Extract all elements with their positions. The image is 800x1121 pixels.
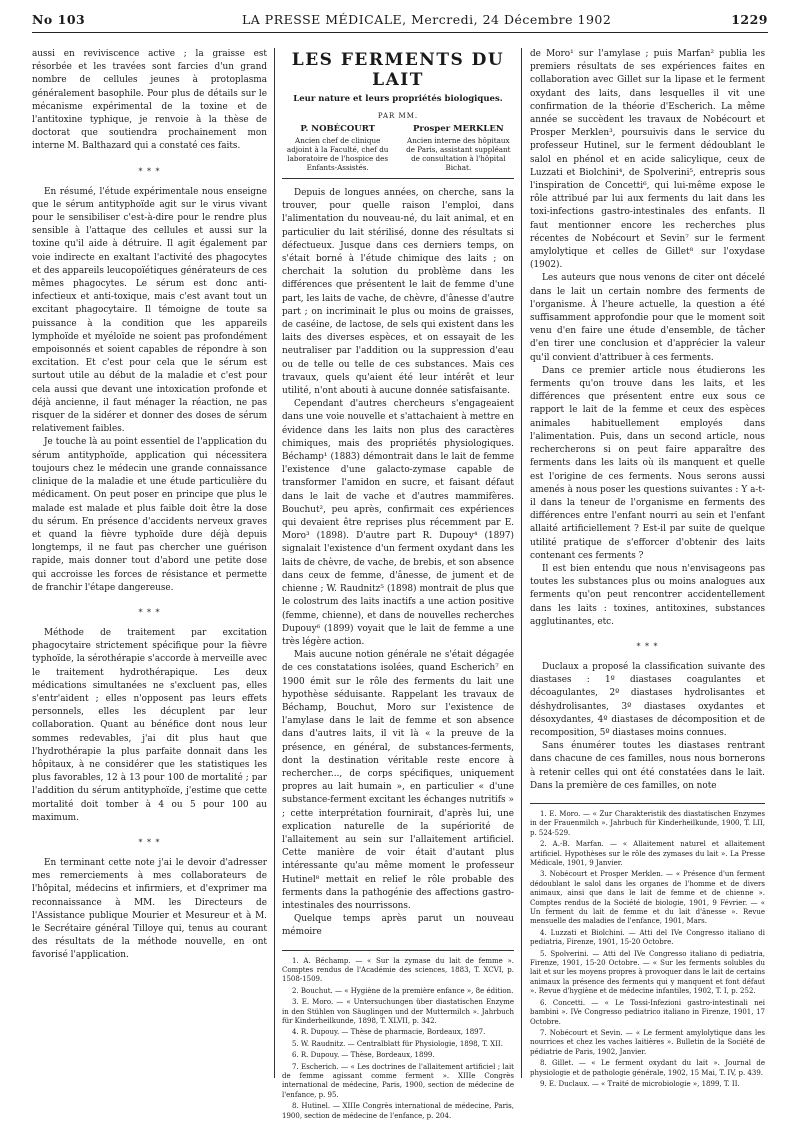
byline-par: PAR MM. <box>377 112 419 120</box>
footnote: 3. E. Moro. — « Untersuchungen über diastatischen Enzyme in den Stühlen von Säuglingen und der Muttermilch ». Jahrbuch für Kinderheilkunde, 1898, T. XLVII, p. 342. <box>282 998 514 1026</box>
footnote: 8. Gillet. — « Le ferment oxydant du lait ». Journal de physiologie et de pathologie générale, 1902, 15 Mai, T. IV, p. 439. <box>530 1059 765 1077</box>
footnote: 1. E. Moro. — « Zur Charakteristik des diastatischen Enzymes in der Frauenmilch ». Jahrbuch für Kinderheilkunde, 1900, T. LII, p. 524-529. <box>530 809 765 837</box>
article-subtitle: Leur nature et leurs propriétés biologiques. <box>293 94 503 104</box>
paragraph: Méthode de traitement par excitation phagocytaire strictement spécifique pour la fièvre typhoïde, la sérothérapie s'accorde à merveille avec le traitement hydrothérapique. Les deux médications simultanées ne s'excluent pas, elles s'entr'aident ; elles n'opposent pas leurs effets personnels, elles les décuplent par leur collaboration. Quant au bénéfice dont nous leur sommes redevables, j'ai dit plus haut que l'hydrothérapie la plus parfaite donnait dans les hôpitaux, à ne considérer que les statistiques les plus favorables, 12 à 13 pour 100 de mortalité ; par l'addition du sérum antityphoïde, j'estime que cette mortalité doit tomber à 4 ou 5 pour 100 au maximum. <box>32 627 267 823</box>
footnotes <box>530 803 765 1089</box>
column-middle <box>282 48 514 1120</box>
paragraph: En résumé, l'étude expérimentale nous enseigne que le sérum antityphoïde agit sur le virus vivant pour le sensibiliser c'est-à-dire pour le rendre plus sensible à l'attaque des cellules et aussi sur la toxine qu'il aide à détruire. Il agit également par voie indirecte en exaltant l'activité des phagocytes et des appareils leucopoïétiques générateurs de ces mêmes phagocytes. Le sérum est donc anti-infectieux et anti-toxique, mais c'est avant tout un excitant phagocytaire. Il témoigne de toute sa puissance à la condition que les appareils lymphoïde et myéloïde ne soient pas profondément empoisonnés et soient capables de répondre à son excitation. Et c'est pour cela que le sérum est surtout utile au début de la maladie et c'est pour cela aussi que devant une intoxication profonde et déjà ancienne, il faut ménager la réaction, ne pas risquer de la sidérer et donner des doses de sérum relativement faibles. <box>32 186 267 435</box>
author-affiliation: Ancien chef de clinique adjoint à la Faculté, chef du laboratoire de l'hospice des Enfants-Assistés. <box>286 136 389 172</box>
paragraph: Quelque temps après parut un nouveau mémoire <box>282 914 514 938</box>
footnote: 1. A. Béchamp. — « Sur la zymase du lait de femme ». Comptes rendus de l'Académie des sciences, 1883, T. XCVI, p. 1508-1509. <box>282 956 514 984</box>
section-separator: * * * <box>138 837 161 847</box>
paragraph: Cependant d'autres chercheurs s'engageaient dans une voie nouvelle et s'attachaient à mettre en évidence dans les laits non plus des caractères chimiques, mais des propriétés physiologiques. Béchamp¹ (1883) démontrait dans le lait de femme l'existence d'une galacto-zymase capable de transformer l'amidon en sucre, et faisant défaut dans le lait de vache et d'autres mammifères. Bouchut², peu après, confirmait ces expériences qui devaient être reprises plus récemment par E. Moro³ (1898). D'autre part R. Dupouy⁴ (1897) signalait l'existence d'un ferment oxydant dans les laits de chèvre, de vache, de brebis, et son absence dans ceux de femme, d'ânesse, de jument et de chienne ; W. Raudnitz⁵ (1898) montrait de plus que le colostrum des laits inactifs a une action positive (femme, chienne), et dans de nouvelles recherches Dupouy⁶ (1899) voyait que le lait de femme a une très légère action. <box>282 399 514 647</box>
issue-number: No 103 <box>32 12 86 27</box>
footnote: 5. W. Raudnitz. — Centralblatt für Physiologie, 1898, T. XII. <box>292 1039 503 1048</box>
paragraph: Il est bien entendu que nous n'envisageons pas toutes les substances plus ou moins analogues aux ferments qu'on peut rencontrer accidentellement dans les laits : toxines, antitoxines, substances agglutinantes, etc. <box>530 563 765 627</box>
footnote: 4. R. Dupouy. — Thèse de pharmacie, Bordeaux, 1897. <box>292 1028 486 1037</box>
page-number: 1229 <box>731 12 768 27</box>
author-merklen <box>403 124 514 172</box>
footnote: 2. Bouchut. — « Hygiène de la première enfance », 8e édition. <box>292 986 514 995</box>
journal-title: LA PRESSE MÉDICALE, Mercredi, 24 Décembre 1902 <box>242 12 612 27</box>
article-heading <box>282 50 514 179</box>
author-name: Prosper MERKLEN <box>412 124 504 134</box>
section-separator: * * * <box>138 607 161 617</box>
section-separator: * * * <box>636 641 659 651</box>
footnote: 9. E. Duclaux. — « Traité de microbiologie », 1899, T. II. <box>540 1079 740 1088</box>
article-title: LES FERMENTS DU LAIT <box>291 50 505 90</box>
column-rule <box>274 48 275 1078</box>
footnote: 7. Escherich. — « Les doctrines de l'allaitement artificiel ; lait de femme agissant comme ferment ». XIIIe Congrès international de médecine, Paris, 1900, section de médecine de l'enfance, p. 95. <box>282 1062 514 1099</box>
footnotes <box>282 950 514 1121</box>
paragraph: Je touche là au point essentiel de l'application du sérum antityphoïde, application qui nécessitera toujours chez le médecin une grande connaissance clinique de la maladie et une étude particulière du médicament. On peut poser en principe que plus le malade est malade et plus faible doit être la dose du sérum. En présence d'accidents nerveux graves et quand la fièvre typhoïde dure déjà depuis longtemps, il ne faut pas chercher une guérison rapide, mais donner tout d'abord une petite dose qui accroisse les forces de résistance et permette de franchir l'étape dangereuse. <box>32 437 267 593</box>
author-affiliation: Ancien interne des hôpitaux de Paris, assistant suppléant de consultation à l'hôpital Bichat. <box>406 136 511 172</box>
column-right <box>530 48 765 1088</box>
author-nobecourt <box>282 124 393 172</box>
paragraph: Mais aucune notion générale ne s'était dégagée de ces constatations isolées, quand Escherich⁷ en 1900 émit sur le rôle des ferments du lait une hypothèse séduisante. Rappelant les travaux de Béchamp, Bouchut, Moro sur l'existence de l'amylase dans le lait de femme et son absence dans d'autres laits, il vit là « la preuve de la présence, en général, de substances-ferments, dont la destination véritable reste encore à rechercher..., de corps spécifiques, uniquement propres au lait humain », en particulier « d'une substance-ferment excitant les échanges nutritifs » ; cette interprétation fournirait, d'après lui, une explication naturelle de la supériorité de l'allaitement au sein sur l'allaitement artificiel. Cette manière de voir était d'autant plus intéressante qu'au même moment le professeur Hutinel⁸ mettait en relief le rôle probable des ferments dans la pathogénie des affections gastro-intestinales des nourrissons. <box>282 650 514 911</box>
paragraph: de Moro¹ sur l'amylase ; puis Marfan² publia les premiers résultats de ses expériences faites en collaboration avec Gillet sur la lipase et le ferment oxydant des laits, dans lesquelles il vit une confirmation de la théorie d'Escherich. La même année se succèdent les travaux de Nobécourt et Prosper Merklen³, poursuivis dans le service du professeur Hutinel, sur le ferment dédoublant le salol en phénol et en acide salicylique, ceux de Luzzati et Biolchini⁴, de Spolverini⁵, entrepris sous l'inspiration de Concetti⁶, qui lui-même expose le rôle attribué par lui aux ferments du lait dans les toxi-infections gastro-intestinales des enfants. Il faut mentionner encore les recherches plus récentes de Nobécourt et Sevin⁷ sur le ferment amylolytique et celles de Gillet⁸ sur l'oxydase (1902). <box>530 49 765 271</box>
footnote: 5. Spolverini. — Atti del IVe Congresso italiano di pediatria, Firenze, 1901, 15-20 Octobre. — « Sur les ferments solubles du lait et sur les moyens propres à provoquer dans le lait de certains animaux la présence des ferments qui y manquent et font défaut ». Revue d'hygiène et de médecine infantiles, 1902, T. I, p. 252. <box>530 949 765 996</box>
paragraph: Sans énumérer toutes les diastases rentrant dans chacune de ces familles, nous nous bornerons à retenir celles qui ont été constatées dans le lait. Dans la première de ces familles, on note <box>530 741 765 791</box>
author-name: P. NOBÉCOURT <box>300 124 375 134</box>
paragraph: Depuis de longues années, on cherche, sans la trouver, pour quelle raison l'emploi, dans l'alimentation du nouveau-né, du lait animal, et en particulier du lait stérilisé, donne des résultats si défectueux. Jusque dans ces derniers temps, on s'était borné à l'étude chimique des laits ; on cherchait la solution du problème dans les différences que présentent le lait de femme d'une part, les laits de vache, de chèvre, d'ânesse d'autre part ; on incriminait le plus ou moins de graisses, de caséine, de lactose, de sels qui existent dans les laits des diverses espèces, et on essayait de les neutraliser par l'addition ou la suppression d'eau ou de telle ou telle de ces substances. Mais ces travaux, quels qu'aient été leur intérêt et leur utilité, n'ont abouti à aucune donnée satisfaisante. <box>282 188 514 397</box>
footnote: 3. Nobécourt et Prosper Merklen. — « Présence d'un ferment dédoublant le salol dans les organes de l'homme et de divers animaux, ainsi que dans le lait de femme et de chienne ». Comptes rendus de la Société de biologie, 1901, 9 Février. — « Un ferment du lait de femme et du lait d'ânesse ». Revue mensuelle des maladies de l'enfance, 1901, Mars. <box>530 870 765 926</box>
footnote: 2. A.-B. Marfan. — « Allaitement naturel et allaitement artificiel. Hypothèses sur le rôle des zymases du lait ». La Presse Médicale, 1901, 9 Janvier. <box>530 840 765 867</box>
paragraph: Duclaux a proposé la classification suivante des diastases : 1º diastases coagulantes et décoagulantes, 2º diastases hydrolisantes et déshydrolisantes, 3º diastases oxydantes et désoxydantes, 4º diastases de décomposition et de recomposition, 5º diastases moins connues. <box>530 661 765 738</box>
footnote: 6. R. Dupouy. — Thèse, Bordeaux, 1899. <box>292 1051 435 1060</box>
authors <box>282 124 514 172</box>
paragraph: En terminant cette note j'ai le devoir d'adresser mes remerciements à mes collaborateurs de l'hôpital, médecins et infirmiers, et d'exprimer ma reconnaissance à MM. les Directeurs de l'Assistance publique Mourier et Mesureur et à M. le Secrétaire général Tilloye qui, tenus au courant des résultats de la méthode nouvelle, en ont favorisé l'application. <box>32 857 267 961</box>
paragraph: Les auteurs que nous venons de citer ont décelé dans le lait un certain nombre des ferments de l'organisme. À l'heure actuelle, la question a été suffisamment approfondie pour que le moment soit venu d'en faire une étude d'ensemble, de tâcher d'en tirer une conclusion et d'apprécier la valeur qu'il convient d'attribuer à ces ferments. <box>530 273 765 363</box>
footnote: 6. Concetti. — « Le Tossi-Infezioni gastro-intestinali nei bambini ». IVe Congresso pediatrico italiano in Firenze, 1901, 17 Octobre. <box>530 998 765 1026</box>
page-header <box>32 6 768 33</box>
column-left <box>32 48 267 1082</box>
column-rule <box>521 48 522 1078</box>
section-separator: * * * <box>138 166 161 176</box>
footnote: 7. Nobécourt et Sevin. — « Le ferment amylolytique dans les nourrices et chez les vaches laitières ». Bulletin de la Société de pédiatrie de Paris, 1902, Janvier. <box>530 1028 765 1056</box>
footnote: 4. Luzzati et Biolchini. — Atti del IVe Congresso italiano di pediatria, Firenze, 1901, 15-20 Octobre. <box>530 928 765 947</box>
paragraph: Dans ce premier article nous étudierons les ferments qu'on trouve dans les laits, et les différences que présentent entre eux sous ce rapport le lait de la femme et ceux des espèces animales habituellement employés dans l'alimentation. Puis, dans un second article, nous rechercherons si on peut faire apparaître des ferments dans les laits où ils manquent et quelle est l'origine de ces ferments. Nous serons aussi amenés à nous poser les questions suivantes : Y a-t-il dans la teneur de l'organisme en ferments des différences entre l'enfant nourri au sein et l'enfant allaité artificiellement ? Est-il par suite de quelque utilité pratique de s'efforcer d'obtenir des laits contenant ces ferments ? <box>530 365 765 561</box>
paragraph: aussi en reviviscence active ; la graisse est résorbée et les travées sont farcies d'un grand nombre de cellules jeunes à protoplasma généralement basophile. Pour plus de détails sur le mécanisme expérimental de la toxine et de l'antitoxine typhique, je renvoie à la thèse de doctorat que soutiendra prochainement mon interne M. Balthazard qui a constaté ces faits. <box>32 49 267 152</box>
footnote: 8. Hutinel. — XIIIe Congrès international de médecine, Paris, 1900, section de médecine de l'enfance, p. 204. <box>282 1102 514 1120</box>
